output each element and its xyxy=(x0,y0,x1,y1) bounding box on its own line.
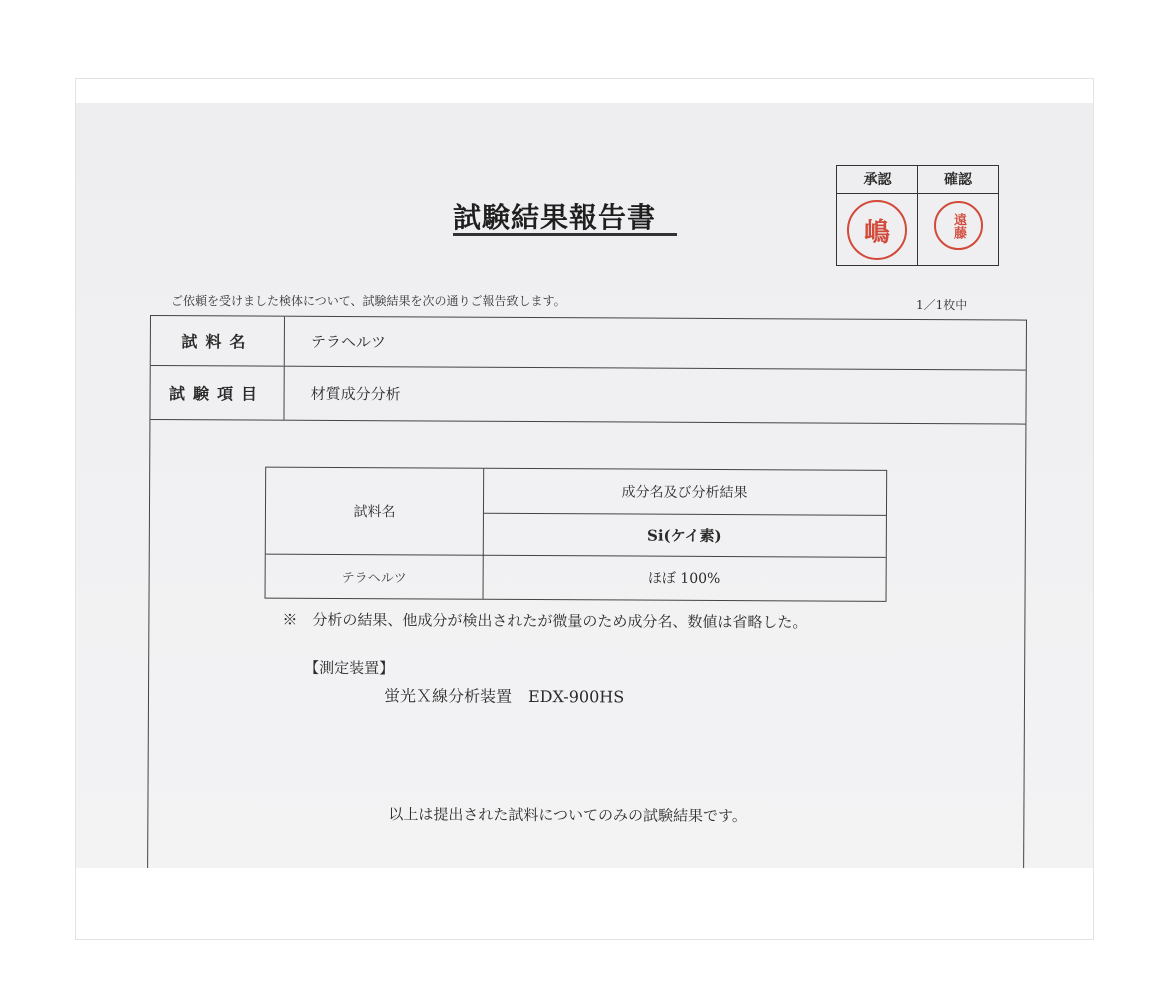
result-column-header: 成分名及び分析結果 xyxy=(483,469,886,516)
report-table xyxy=(146,315,1027,868)
sample-name-value: テラヘルツ xyxy=(310,332,386,352)
test-item-label: 試験項目 xyxy=(150,366,284,420)
approval-seal: 嶋 xyxy=(847,200,907,260)
title-underline xyxy=(453,233,677,236)
analysis-note: ※ 分析の結果、他成分が検出されたが微量のため成分名、数値は省略した。 xyxy=(282,610,808,632)
sample-name-label: 試料名 xyxy=(151,316,285,366)
approval-box xyxy=(836,165,999,266)
confirm-header: 確認 xyxy=(917,166,998,194)
sample-name-row xyxy=(151,316,1026,371)
document-photo xyxy=(76,103,1093,868)
results-table xyxy=(265,467,888,602)
confirm-seal: 遠藤 xyxy=(934,201,983,250)
page-number: 1／1枚中 xyxy=(916,298,968,312)
test-item-row xyxy=(150,366,1025,425)
closing-statement: 以上は提出された試料についてのみの試験結果です。 xyxy=(388,805,747,826)
intro-text: ご依頼を受けました検体について、試験結果を次の通りご報告致します。 xyxy=(171,294,566,308)
sample-column-header: 試料名 xyxy=(266,468,484,556)
report-title: 試験結果報告書 xyxy=(453,201,657,234)
test-item-value: 材質成分分析 xyxy=(310,384,401,404)
result-cell: ほぼ 100% xyxy=(647,570,721,587)
component-name: Si(ケイ素) xyxy=(483,513,886,558)
stamp-divider xyxy=(917,193,918,265)
equipment-heading: 【測定装置】 xyxy=(304,658,395,678)
image-frame xyxy=(75,78,1094,940)
sample-cell: テラヘルツ xyxy=(266,554,484,599)
approval-header: 承認 xyxy=(837,166,918,194)
equipment-name: 蛍光Ｘ線分析装置 EDX-900HS xyxy=(383,686,625,707)
